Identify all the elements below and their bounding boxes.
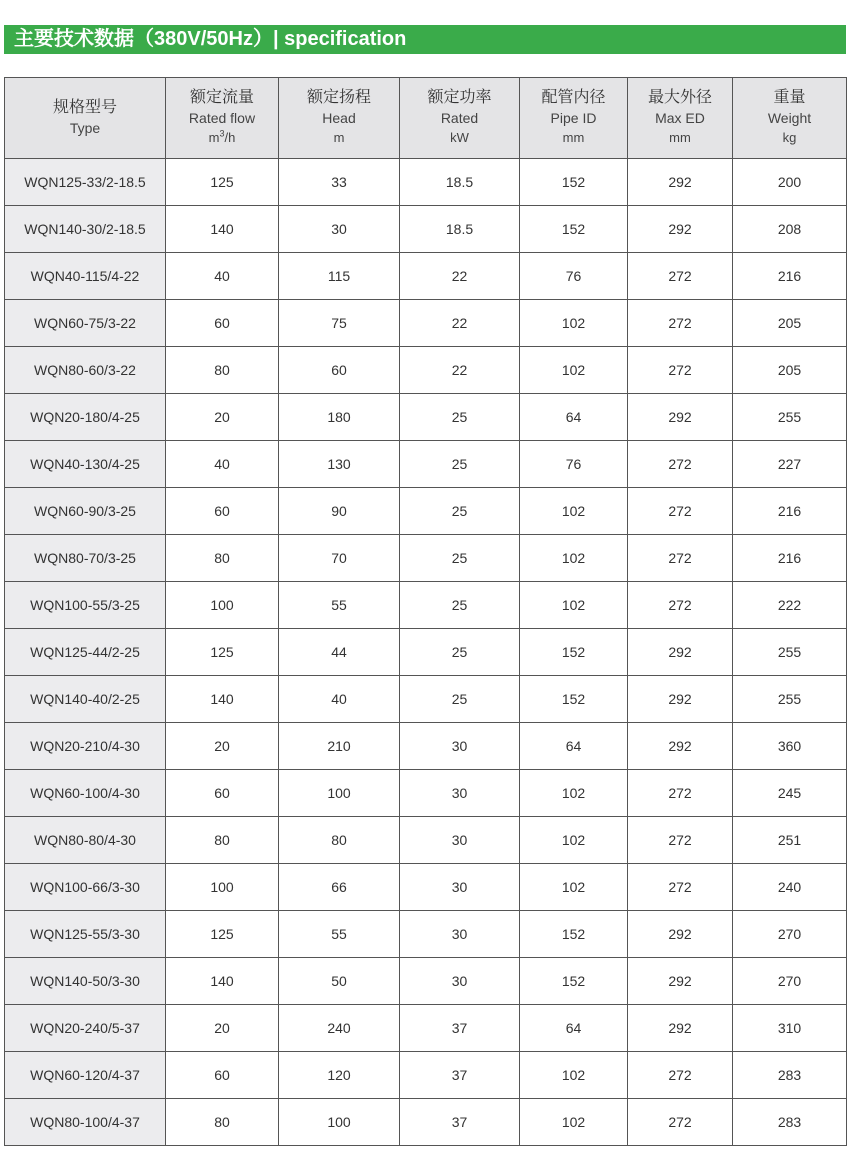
value-cell: 22 (400, 300, 520, 347)
value-cell: 152 (520, 159, 628, 206)
type-cell: WQN125-44/2-25 (5, 629, 166, 676)
value-cell: 310 (733, 1005, 847, 1052)
value-cell: 80 (279, 817, 400, 864)
value-cell: 64 (520, 1005, 628, 1052)
value-cell: 100 (166, 864, 279, 911)
value-cell: 272 (628, 253, 733, 300)
table-row (5, 629, 847, 676)
value-cell: 125 (166, 629, 279, 676)
value-cell: 272 (628, 441, 733, 488)
value-cell: 20 (166, 394, 279, 441)
value-cell: 272 (628, 347, 733, 394)
value-cell: 272 (628, 1052, 733, 1099)
type-cell: WQN40-130/4-25 (5, 441, 166, 488)
type-cell: WQN20-210/4-30 (5, 723, 166, 770)
type-cell: WQN20-240/5-37 (5, 1005, 166, 1052)
value-cell: 292 (628, 206, 733, 253)
value-cell: 205 (733, 300, 847, 347)
value-cell: 64 (520, 394, 628, 441)
table-row (5, 159, 847, 206)
table-row (5, 676, 847, 723)
type-cell: WQN125-33/2-18.5 (5, 159, 166, 206)
table-row (5, 582, 847, 629)
table-header (5, 78, 847, 159)
value-cell: 152 (520, 629, 628, 676)
value-cell: 272 (628, 864, 733, 911)
value-cell: 125 (166, 159, 279, 206)
value-cell: 292 (628, 911, 733, 958)
value-cell: 80 (166, 535, 279, 582)
value-cell: 25 (400, 535, 520, 582)
value-cell: 270 (733, 958, 847, 1005)
value-cell: 30 (400, 817, 520, 864)
value-cell: 100 (279, 770, 400, 817)
value-cell: 292 (628, 676, 733, 723)
table-row (5, 394, 847, 441)
value-cell: 272 (628, 582, 733, 629)
value-cell: 60 (166, 770, 279, 817)
value-cell: 251 (733, 817, 847, 864)
value-cell: 222 (733, 582, 847, 629)
column-header-zh: 配管内径 (541, 89, 606, 106)
value-cell: 292 (628, 629, 733, 676)
value-cell: 30 (400, 770, 520, 817)
column-header-4 (520, 78, 628, 159)
value-cell: 30 (400, 911, 520, 958)
value-cell: 292 (628, 159, 733, 206)
value-cell: 216 (733, 535, 847, 582)
type-cell: WQN100-66/3-30 (5, 864, 166, 911)
value-cell: 80 (166, 1099, 279, 1146)
value-cell: 37 (400, 1099, 520, 1146)
column-header-en: Rated flow (188, 110, 256, 126)
column-header-zh: 额定功率 (427, 89, 492, 106)
value-cell: 270 (733, 911, 847, 958)
column-header-unit: mm (669, 130, 691, 145)
column-header-zh: 规格型号 (52, 99, 117, 116)
value-cell: 30 (400, 723, 520, 770)
value-cell: 140 (166, 958, 279, 1005)
value-cell: 37 (400, 1052, 520, 1099)
value-cell: 102 (520, 1052, 628, 1099)
value-cell: 205 (733, 347, 847, 394)
column-header-unit: m (333, 130, 345, 145)
value-cell: 152 (520, 206, 628, 253)
value-cell: 272 (628, 770, 733, 817)
value-cell: 125 (166, 911, 279, 958)
value-cell: 100 (279, 1099, 400, 1146)
value-cell: 272 (628, 300, 733, 347)
type-cell: WQN100-55/3-25 (5, 582, 166, 629)
table-row (5, 770, 847, 817)
value-cell: 272 (628, 488, 733, 535)
column-header-en: Weight (767, 110, 812, 126)
table-row (5, 300, 847, 347)
specification-table (4, 77, 847, 1146)
value-cell: 25 (400, 629, 520, 676)
type-cell: WQN80-80/4-30 (5, 817, 166, 864)
column-header-en: Head (322, 110, 356, 126)
value-cell: 25 (400, 582, 520, 629)
value-cell: 255 (733, 629, 847, 676)
type-cell: WQN80-60/3-22 (5, 347, 166, 394)
value-cell: 272 (628, 535, 733, 582)
table-row (5, 958, 847, 1005)
type-cell: WQN80-100/4-37 (5, 1099, 166, 1146)
value-cell: 102 (520, 488, 628, 535)
value-cell: 120 (279, 1052, 400, 1099)
table-row (5, 1052, 847, 1099)
type-cell: WQN20-180/4-25 (5, 394, 166, 441)
value-cell: 25 (400, 394, 520, 441)
value-cell: 102 (520, 582, 628, 629)
table-row (5, 864, 847, 911)
table-row (5, 206, 847, 253)
value-cell: 80 (166, 817, 279, 864)
column-header-en: Max ED (655, 110, 705, 126)
value-cell: 283 (733, 1099, 847, 1146)
column-header-unit: kg (782, 130, 797, 145)
value-cell: 55 (279, 911, 400, 958)
value-cell: 18.5 (400, 206, 520, 253)
type-cell: WQN60-120/4-37 (5, 1052, 166, 1099)
table-row (5, 488, 847, 535)
value-cell: 20 (166, 1005, 279, 1052)
value-cell: 70 (279, 535, 400, 582)
value-cell: 33 (279, 159, 400, 206)
value-cell: 60 (279, 347, 400, 394)
value-cell: 40 (166, 441, 279, 488)
value-cell: 152 (520, 676, 628, 723)
value-cell: 240 (279, 1005, 400, 1052)
value-cell: 360 (733, 723, 847, 770)
value-cell: 272 (628, 817, 733, 864)
value-cell: 102 (520, 535, 628, 582)
value-cell: 216 (733, 488, 847, 535)
value-cell: 102 (520, 1099, 628, 1146)
value-cell: 55 (279, 582, 400, 629)
value-cell: 227 (733, 441, 847, 488)
table-row (5, 911, 847, 958)
value-cell: 100 (166, 582, 279, 629)
value-cell: 240 (733, 864, 847, 911)
value-cell: 130 (279, 441, 400, 488)
table-row (5, 723, 847, 770)
value-cell: 255 (733, 676, 847, 723)
column-header-en: Rated (440, 110, 479, 126)
table-body (5, 159, 847, 1146)
column-header-unit: kW (450, 130, 469, 145)
value-cell: 60 (166, 488, 279, 535)
table-row (5, 347, 847, 394)
value-cell: 90 (279, 488, 400, 535)
column-header-unit: mm (562, 130, 585, 145)
column-header-3 (400, 78, 520, 159)
column-header-1 (166, 78, 279, 159)
value-cell: 30 (400, 958, 520, 1005)
type-cell: WQN140-50/3-30 (5, 958, 166, 1005)
section-banner (4, 25, 846, 54)
type-cell: WQN60-75/3-22 (5, 300, 166, 347)
value-cell: 152 (520, 958, 628, 1005)
value-cell: 66 (279, 864, 400, 911)
value-cell: 292 (628, 1005, 733, 1052)
value-cell: 25 (400, 676, 520, 723)
value-cell: 102 (520, 770, 628, 817)
value-cell: 76 (520, 441, 628, 488)
value-cell: 76 (520, 253, 628, 300)
value-cell: 115 (279, 253, 400, 300)
value-cell: 208 (733, 206, 847, 253)
value-cell: 140 (166, 206, 279, 253)
value-cell: 30 (279, 206, 400, 253)
type-cell: WQN40-115/4-22 (5, 253, 166, 300)
value-cell: 140 (166, 676, 279, 723)
value-cell: 102 (520, 864, 628, 911)
value-cell: 40 (279, 676, 400, 723)
table-row (5, 1005, 847, 1052)
value-cell: 22 (400, 347, 520, 394)
column-header-unit: $m^3/h$ (208, 128, 236, 145)
value-cell: 210 (279, 723, 400, 770)
type-cell: WQN140-30/2-18.5 (5, 206, 166, 253)
value-cell: 272 (628, 1099, 733, 1146)
column-header-2 (279, 78, 400, 159)
column-header-zh: 额定扬程 (306, 89, 371, 106)
value-cell: 152 (520, 911, 628, 958)
column-header-6 (733, 78, 847, 159)
value-cell: 37 (400, 1005, 520, 1052)
value-cell: 180 (279, 394, 400, 441)
value-cell: 245 (733, 770, 847, 817)
value-cell: 30 (400, 864, 520, 911)
header-row (5, 78, 847, 159)
value-cell: 50 (279, 958, 400, 1005)
value-cell: 216 (733, 253, 847, 300)
table-row (5, 253, 847, 300)
value-cell: 255 (733, 394, 847, 441)
value-cell: 20 (166, 723, 279, 770)
value-cell: 44 (279, 629, 400, 676)
table-row (5, 817, 847, 864)
column-header-en: Pipe ID (550, 110, 597, 126)
type-cell: WQN125-55/3-30 (5, 911, 166, 958)
column-header-zh: 重量 (773, 89, 806, 106)
value-cell: 292 (628, 958, 733, 1005)
value-cell: 60 (166, 300, 279, 347)
type-cell: WQN60-90/3-25 (5, 488, 166, 535)
table-row (5, 1099, 847, 1146)
value-cell: 60 (166, 1052, 279, 1099)
value-cell: 40 (166, 253, 279, 300)
banner-title: 主要技术数据（380V/50Hz）| specification (14, 28, 407, 50)
value-cell: 292 (628, 394, 733, 441)
column-header-0 (5, 78, 166, 159)
value-cell: 102 (520, 300, 628, 347)
value-cell: 80 (166, 347, 279, 394)
value-cell: 25 (400, 488, 520, 535)
value-cell: 64 (520, 723, 628, 770)
value-cell: 102 (520, 347, 628, 394)
type-cell: WQN60-100/4-30 (5, 770, 166, 817)
value-cell: 292 (628, 723, 733, 770)
column-header-5 (628, 78, 733, 159)
value-cell: 22 (400, 253, 520, 300)
value-cell: 75 (279, 300, 400, 347)
value-cell: 283 (733, 1052, 847, 1099)
table-row (5, 535, 847, 582)
value-cell: 102 (520, 817, 628, 864)
value-cell: 200 (733, 159, 847, 206)
table-row (5, 441, 847, 488)
type-cell: WQN140-40/2-25 (5, 676, 166, 723)
value-cell: 25 (400, 441, 520, 488)
column-header-zh: 额定流量 (189, 89, 254, 106)
type-cell: WQN80-70/3-25 (5, 535, 166, 582)
column-header-zh: 最大外径 (647, 89, 712, 106)
value-cell: 18.5 (400, 159, 520, 206)
column-header-en: Type (69, 120, 101, 136)
